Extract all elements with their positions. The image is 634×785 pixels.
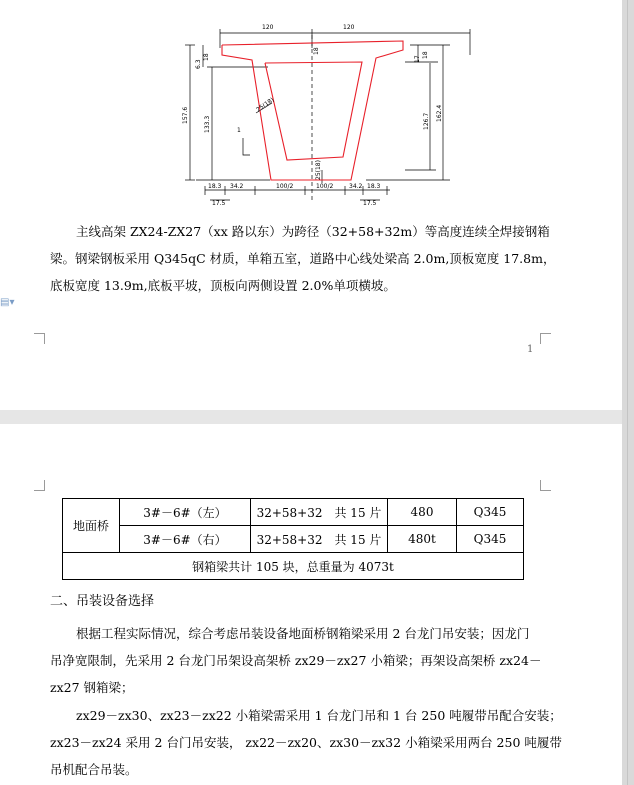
dim-bottom-1: 18.3 <box>208 183 222 190</box>
dim-bottom-2: 34.2 <box>230 183 244 190</box>
dim-bottom-thk: 25(18) <box>315 160 322 180</box>
dim-bottom-7: 17.5 <box>212 200 226 205</box>
dim-right-mid: 126.7 <box>423 112 430 130</box>
section-outline <box>222 41 403 180</box>
dim-left-top-thk: 18 <box>203 53 210 61</box>
table-cell: 32+58+32 共 15 片 <box>251 499 388 526</box>
dim-top-left: 120 <box>262 24 274 31</box>
dim-left-mid: 133.3 <box>204 115 211 133</box>
steel-girder-table <box>62 498 524 580</box>
dim-bottom-3: 100/2 <box>276 183 294 190</box>
intro-paragraph <box>50 218 560 299</box>
table-total-cell: 钢箱梁共计 105 块，总重量为 4073t <box>63 553 524 580</box>
para1-line-2: 吊净宽限制，先采用 2 台龙门吊架设高架桥 zx29－zx27 小箱梁；再架设高架桥 zx24－ <box>50 653 542 668</box>
table-row <box>63 526 524 553</box>
box-girder-section-drawing <box>0 0 634 205</box>
dim-center-top: 18 <box>313 47 320 55</box>
dim-bottom-4: 100/2 <box>316 183 334 190</box>
table-cell: 3#－6#（右） <box>120 526 251 553</box>
dim-right-top-thk2: 18 <box>422 51 429 59</box>
section-heading: 二、吊装设备选择 <box>50 594 155 609</box>
dim-top-right: 120 <box>343 24 355 31</box>
table-row <box>63 553 524 580</box>
para2-line-2: zx23－zx24 采用 2 台门吊安装， zx22－zx20、zx30－zx32 小箱梁采用两台 250 吨履带 <box>50 735 562 750</box>
para1-line-3: zx27 钢箱梁； <box>50 680 134 695</box>
table-cell: 480 <box>388 499 457 526</box>
vertical-scrollbar[interactable] <box>622 0 634 785</box>
page-number: 1 <box>527 344 534 355</box>
document-page-2 <box>0 424 622 785</box>
group-cell: 地面桥 <box>63 499 120 553</box>
table-cell: 3#－6#（左） <box>120 499 251 526</box>
para2-line-1: zx29－zx30、zx23－zx22 小箱梁需采用 1 台龙门吊和 1 台 250 吨履带吊配合安装； <box>76 708 562 723</box>
intro-line-2: 梁。钢梁钢板采用 Q345qC 材质，单箱五室，道路中心线处梁高 2.0m,顶板宽度 17.8m， <box>50 251 556 266</box>
scrollbar-track-line <box>627 0 628 785</box>
margin-corner-bottom-right <box>540 333 551 344</box>
dim-left-total: 157.6 <box>182 106 189 124</box>
slope-label: 1 <box>237 127 241 134</box>
table-cell: 480t <box>388 526 457 553</box>
intro-line-3: 底板宽度 13.9m,底板平坡，顶板向两侧设置 2.0%单项横坡。 <box>50 278 396 293</box>
dim-bottom-5: 34.2 <box>349 183 363 190</box>
dim-bottom-6: 18.3 <box>367 183 381 190</box>
dim-web-thk: 25(18) <box>255 96 276 114</box>
margin-corner-top-left <box>34 480 45 491</box>
dim-right-total: 162.4 <box>436 104 443 122</box>
dim-bottom-8: 17.5 <box>363 200 377 205</box>
dim-left-small: 6.3 <box>195 59 202 69</box>
hoisting-paragraph-1 <box>50 620 560 701</box>
table-cell: Q345 <box>457 526 524 553</box>
margin-corner-top-right <box>540 480 551 491</box>
intro-line-1: 主线高架 ZX24-ZX27（xx 路以东）为跨径（32+58+32m）等高度连续全焊接钢箱 <box>76 224 550 239</box>
dim-right-top-thk: 17 <box>414 55 421 63</box>
para1-line-1: 根据工程实际情况，综合考虑吊装设备地面桥钢箱梁采用 2 台龙门吊安装；因龙门 <box>76 626 530 641</box>
margin-corner-bottom-left <box>34 333 45 344</box>
hoisting-paragraph-2 <box>50 702 560 783</box>
table-cell: Q345 <box>457 499 524 526</box>
table-cell: 32+58+32 共 15 片 <box>251 526 388 553</box>
para2-line-3: 吊机配合吊装。 <box>50 762 138 777</box>
table-row <box>63 499 524 526</box>
paragraph-layout-icon[interactable]: ▤▾ <box>0 297 15 308</box>
